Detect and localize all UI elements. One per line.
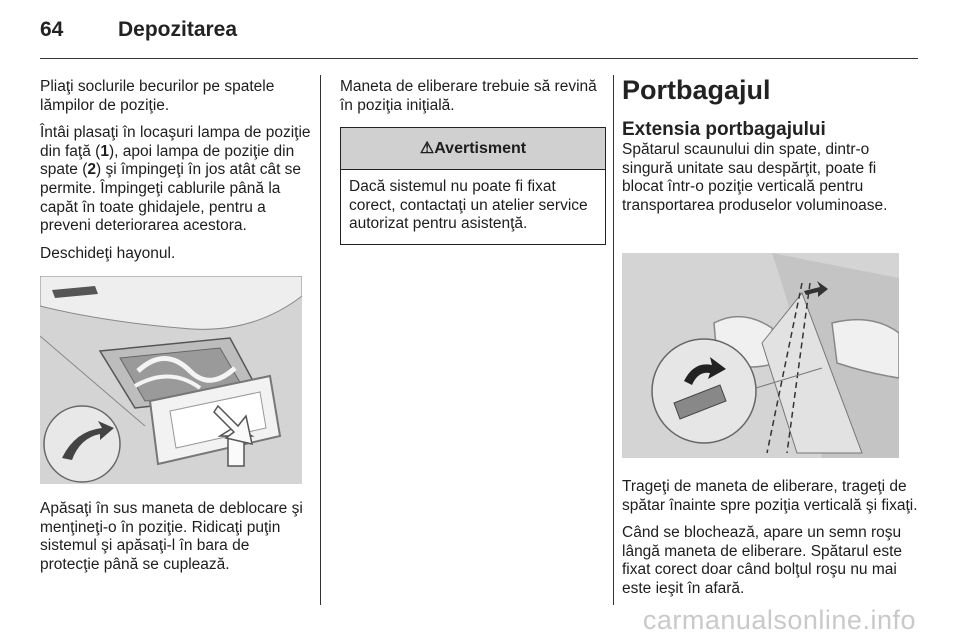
bulb-holder-illustration: [40, 276, 302, 484]
header-rule: [40, 58, 918, 59]
warning-title: Avertisment: [434, 140, 527, 158]
paragraph: Maneta de eliberare trebuie să revină în poziţia iniţială.: [340, 78, 597, 114]
warning-box: [340, 127, 606, 245]
column-divider-1: [320, 75, 321, 605]
section-heading: Portbagajul: [622, 75, 771, 105]
bulb-holder-drawing: [40, 276, 302, 484]
paragraph: Spătarul scaunului din spate, dintr-o singură unitate sau despărţit, poate fi blocat într-o poziţie verticală pentru transportarea produselor voluminoase.: [622, 141, 888, 214]
column-1-bottom: [40, 500, 312, 583]
rear-seat-illustration: [622, 253, 899, 458]
paragraph: Întâi plasaţi în locaşuri lampa de poziţie din faţă (1), apoi lampa de poziţie din spate (2) şi împingeţi în jos atât cât se permite. Împingeţi cablurile până la capăt în toate ghidajele, pentru a preveni deteriorarea acestora.: [40, 124, 311, 235]
page-number: 64: [40, 18, 64, 41]
column-2: [340, 78, 606, 245]
paragraph: Trageţi de maneta de eliberare, trageţi de spătar înainte spre poziţia verticală şi fixaţi.: [622, 478, 918, 514]
warning-header: [341, 128, 605, 170]
column-divider-2: [613, 75, 614, 605]
section-title: Depozitarea: [118, 18, 238, 41]
paragraph: Când se blochează, apare un semn roşu lângă maneta de eliberare. Spătarul este fixat corect doar când bolţul roşu nu mai este ieşit în afară.: [622, 524, 903, 597]
watermark: carmanualsonline.info: [642, 605, 916, 635]
warning-icon: ⚠: [419, 140, 435, 158]
column-3: [622, 75, 918, 224]
rear-seat-drawing: [622, 253, 899, 458]
column-3-bottom: [622, 478, 918, 608]
warning-text: Dacă sistemul nu poate fi fixat corect, contactaţi un atelier service autorizat pentru asistenţă.: [349, 178, 588, 233]
paragraph: Deschideţi hayonul.: [40, 244, 176, 262]
paragraph: Pliaţi soclurile becurilor pe spatele lămpilor de poziţie.: [40, 78, 275, 114]
paragraph: Apăsaţi în sus maneta de deblocare şi menţineţi-o în poziţie. Ridicaţi puţin sistemul şi apăsaţi-l în bara de protecţie până se cuplează.: [40, 500, 303, 573]
column-1: [40, 78, 312, 272]
subsection-heading: Extensia portbagajului: [622, 119, 826, 140]
